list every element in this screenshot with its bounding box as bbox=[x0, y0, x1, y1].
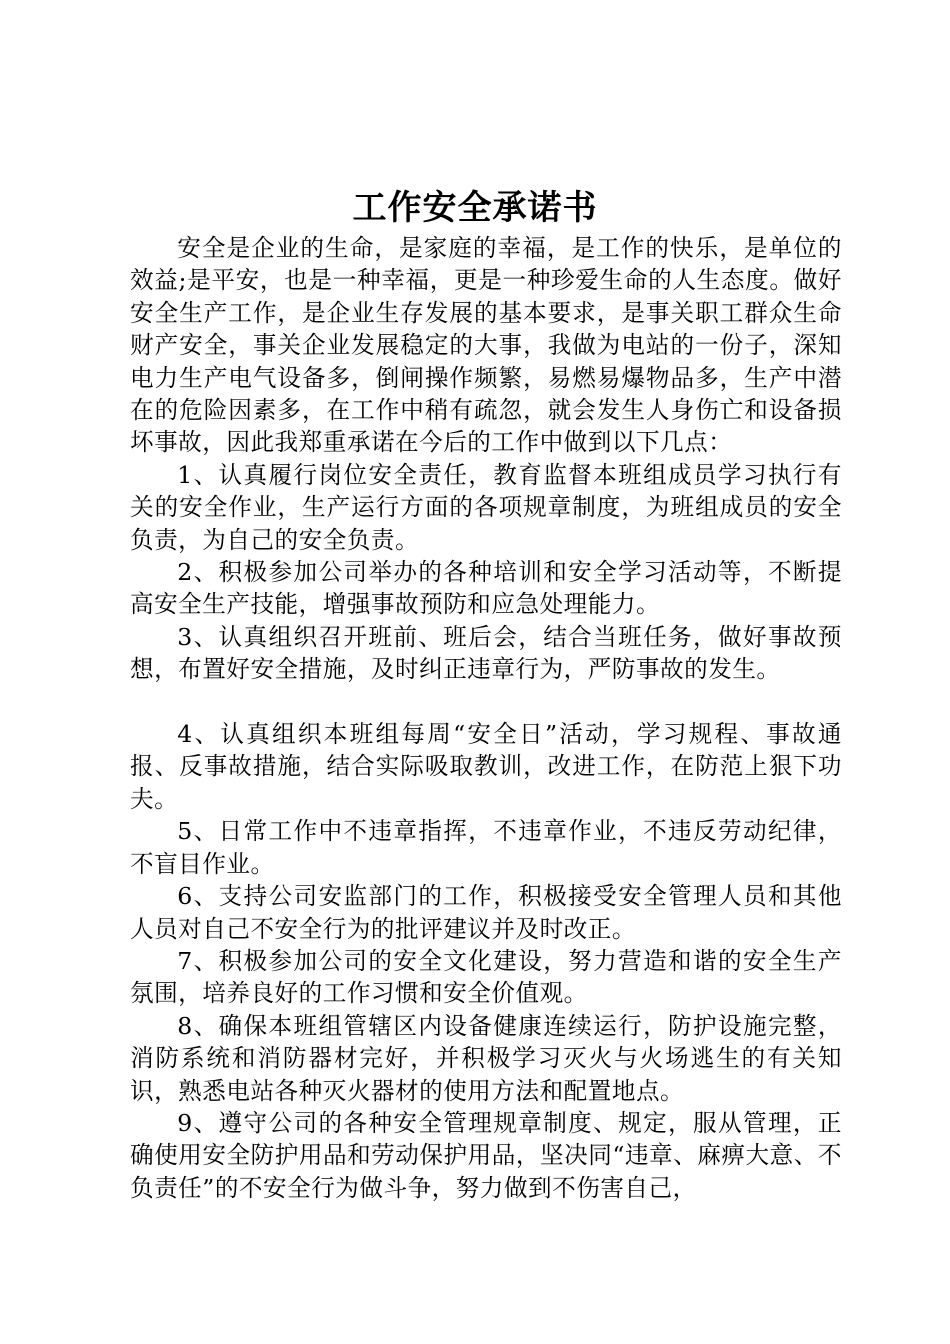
document-title: 工作安全承诺书 bbox=[352, 188, 598, 228]
commitment-item-7: 7、积极参加公司的安全文化建设，努力营造和谐的安全生产氛围，培养良好的工作习惯和安全价值观。 bbox=[130, 946, 842, 1008]
document-body bbox=[130, 232, 842, 1204]
commitment-item-6: 6、支持公司安监部门的工作，积极接受安全管理人员和其他人员对自己不安全行为的批评建议并及时改正。 bbox=[130, 882, 842, 943]
commitment-item-2: 2、积极参加公司举办的各种培训和安全学习活动等，不断提高安全生产技能，增强事故预防和应急处理能力。 bbox=[130, 558, 842, 619]
commitment-item-5: 5、日常工作中不违章指挥，不违章作业，不违反劳动纪律，不盲目作业。 bbox=[130, 817, 842, 878]
intro-paragraph: 安全是企业的生命，是家庭的幸福，是工作的快乐，是单位的效益;是平安，也是一种幸福，更是一种珍爱生命的人生态度。做好安全生产工作，是企业生存发展的基本要求，是事关职工群众生命财产安全，事关企业发展稳定的大事，我做为电站的一份子，深知电力生产电气设备多，倒闸操作频繁，易燃易爆物品多，生产中潜在的危险因素多，在工作中稍有疏忽，就会发生人身伤亡和设备损坏事故，因此我郑重承诺在今后的工作中做到以下几点： bbox=[130, 234, 842, 457]
commitment-item-8: 8、确保本班组管辖区内设备健康连续运行，防护设施完整，消防系统和消防器材完好，并积极学习灭火与火场逃生的有关知识，熟悉电站各种灭火器材的使用方法和配置地点。 bbox=[130, 1011, 842, 1105]
commitment-item-4: 4、认真组织本班组每周“安全日”活动，学习规程、事故通报、反事故措施，结合实际吸取教训，改进工作，在防范上狠下功夫。 bbox=[130, 720, 842, 813]
commitment-item-9: 9、遵守公司的各种安全管理规章制度、规定，服从管理，正确使用安全防护用品和劳动保护用品，坚决同“违章、麻痹大意、不负责任”的不安全行为做斗争，努力做到不伤害自己， bbox=[130, 1108, 842, 1202]
commitment-item-1: 1、认真履行岗位安全责任，教育监督本班组成员学习执行有关的安全作业，生产运行方面的各项规章制度，为班组成员的安全负责，为自己的安全负责。 bbox=[130, 460, 842, 554]
commitment-item-3: 3、认真组织召开班前、班后会，结合当班任务，做好事故预想，布置好安全措施，及时纠正违章行为，严防事故的发生。 bbox=[130, 622, 842, 684]
